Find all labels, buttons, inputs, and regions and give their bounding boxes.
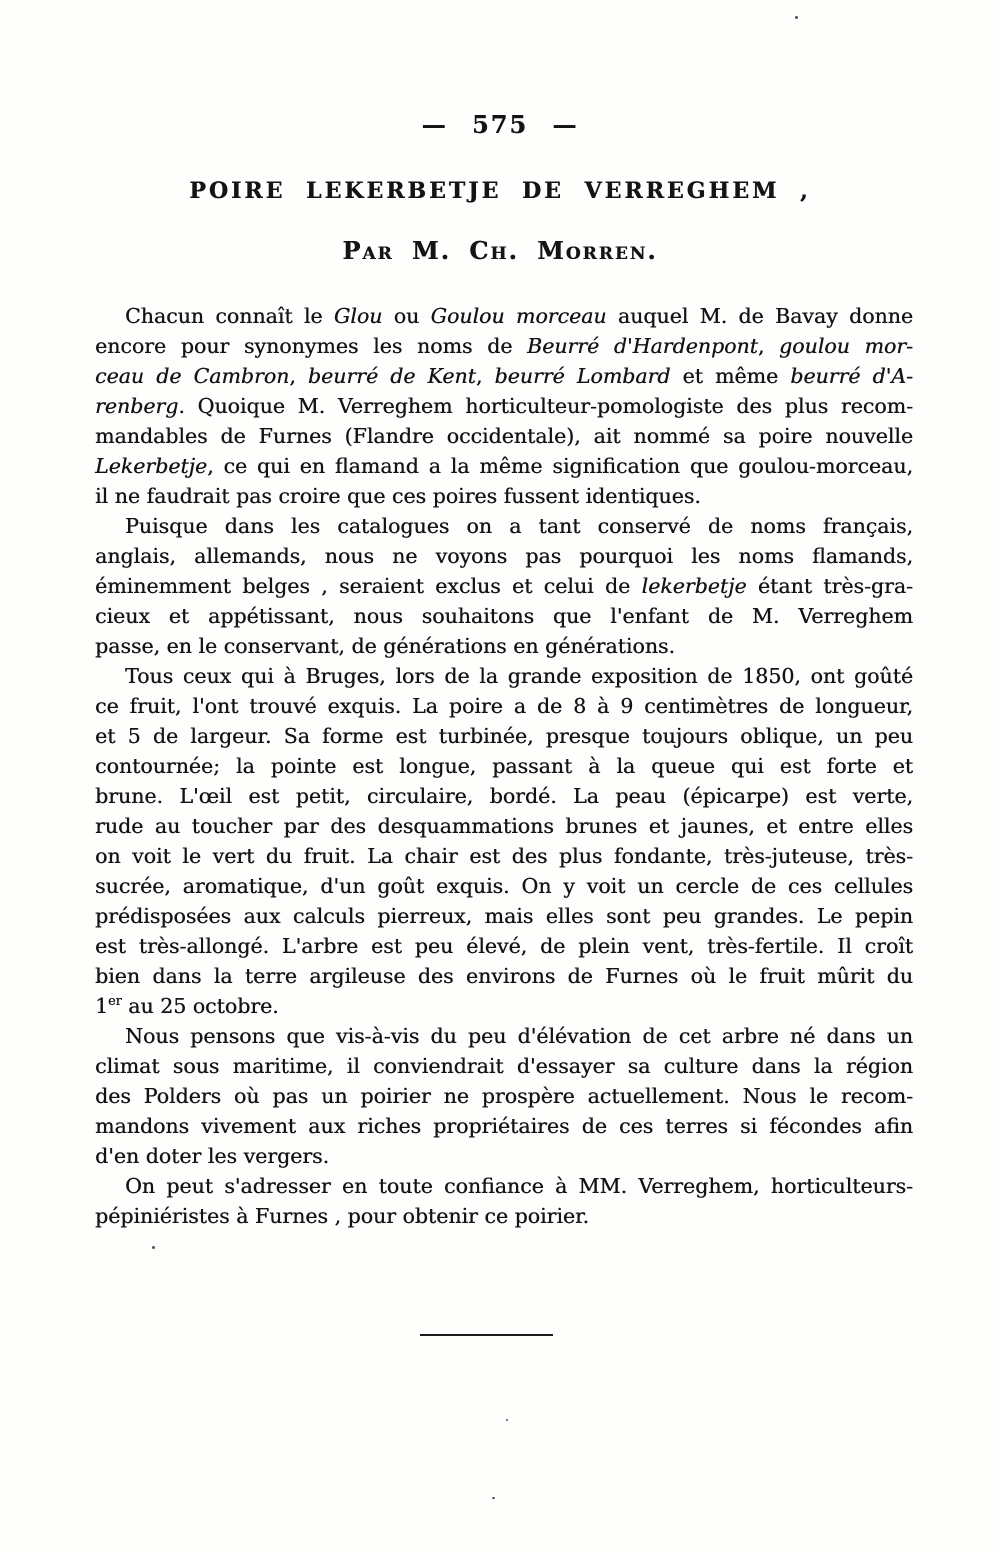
text-line: mandons vivement aux riches propriétaires de ces terres si fécondes afin bbox=[95, 1114, 913, 1138]
text-line: éminemment belges , seraient exclus et celui de lekerbetje étant très-gra- bbox=[95, 574, 913, 598]
paragraph bbox=[95, 1021, 913, 1171]
text-line: climat sous maritime, il conviendrait d'essayer sa culture dans la région bbox=[95, 1054, 913, 1078]
text-line: on voit le vert du fruit. La chair est des plus fondante, très-juteuse, très- bbox=[95, 844, 913, 868]
scan-speckle bbox=[492, 1497, 495, 1499]
text-line: ce fruit, l'ont trouvé exquis. La poire a de 8 à 9 centimètres de longueur, bbox=[95, 694, 913, 718]
text-line: renberg. Quoique M. Verreghem horticulteur-pomologiste des plus recom- bbox=[95, 394, 913, 418]
text-line: prédisposées aux calculs pierreux, mais elles sont peu grandes. Le pepin bbox=[95, 904, 913, 928]
text-line: On peut s'adresser en toute confiance à MM. Verreghem, horticulteurs- bbox=[125, 1174, 913, 1198]
text-line: pépiniéristes à Furnes , pour obtenir ce poirier. bbox=[95, 1204, 590, 1228]
text-line: Tous ceux qui à Bruges, lors de la grande exposition de 1850, ont goûté bbox=[125, 664, 913, 688]
text-line: d'en doter les vergers. bbox=[95, 1144, 330, 1168]
text-line: est très-allongé. L'arbre est peu élevé, de plein vent, très-fertile. Il croît bbox=[95, 934, 913, 958]
paragraph bbox=[95, 661, 913, 1021]
page-number: — 575 — bbox=[421, 110, 579, 139]
text-line: Lekerbetje, ce qui en flamand a la même signification que goulou-morceau, bbox=[95, 454, 913, 478]
text-line: rude au toucher par des desquammations brunes et jaunes, et entre elles bbox=[95, 814, 913, 838]
text-line: bien dans la terre argileuse des environs de Furnes où le fruit mûrit du bbox=[95, 964, 913, 988]
text-line: sucrée, aromatique, d'un goût exquis. On y voit un cercle de ces cellules bbox=[95, 874, 913, 898]
text-line: 1er au 25 octobre. bbox=[95, 993, 279, 1018]
scan-speckle bbox=[795, 16, 798, 19]
text-line: et 5 de largeur. Sa forme est turbinée, presque toujours oblique, un peu bbox=[95, 724, 913, 748]
text-line: des Polders où pas un poirier ne prospère actuellement. Nous le recom- bbox=[95, 1084, 913, 1108]
page-title: POIRE LEKERBETJE DE VERREGHEM , bbox=[189, 178, 811, 204]
text-line: contournée; la pointe est longue, passant à la queue qui est forte et bbox=[95, 754, 913, 778]
text-line: Nous pensons que vis-à-vis du peu d'élévation de cet arbre né dans un bbox=[125, 1024, 913, 1048]
text-body bbox=[95, 301, 913, 1231]
text-line: il ne faudrait pas croire que ces poires fussent identiques. bbox=[95, 484, 701, 508]
paragraph bbox=[95, 511, 913, 661]
scan-speckle bbox=[152, 1246, 155, 1249]
text-line: encore pour synonymes les noms de Beurré d'Hardenpont, goulou mor- bbox=[95, 334, 913, 358]
text-line: cieux et appétissant, nous souhaitons que l'enfant de M. Verreghem bbox=[95, 604, 913, 628]
scan-speckle bbox=[506, 1419, 508, 1421]
closing-rule bbox=[420, 1334, 553, 1336]
text-line: Puisque dans les catalogues on a tant conservé de noms français, bbox=[125, 514, 913, 538]
text-line: brune. L'œil est petit, circulaire, bordé. La peau (épicarpe) est verte, bbox=[95, 784, 913, 808]
text-line: ceau de Cambron, beurré de Kent, beurré Lombard et même beurré d'A- bbox=[95, 364, 913, 388]
paragraph bbox=[95, 301, 913, 511]
text-line: anglais, allemands, nous ne voyons pas pourquoi les noms flamands, bbox=[95, 544, 913, 568]
byline: Par M. Ch. Morren. bbox=[342, 236, 658, 265]
text-line: passe, en le conservant, de générations en générations. bbox=[95, 634, 675, 658]
text-line: Chacun connaît le Glou ou Goulou morceau auquel M. de Bavay donne bbox=[125, 304, 913, 328]
paragraph bbox=[95, 1171, 913, 1231]
text-line: mandables de Furnes (Flandre occidentale), ait nommé sa poire nouvelle bbox=[95, 424, 913, 448]
